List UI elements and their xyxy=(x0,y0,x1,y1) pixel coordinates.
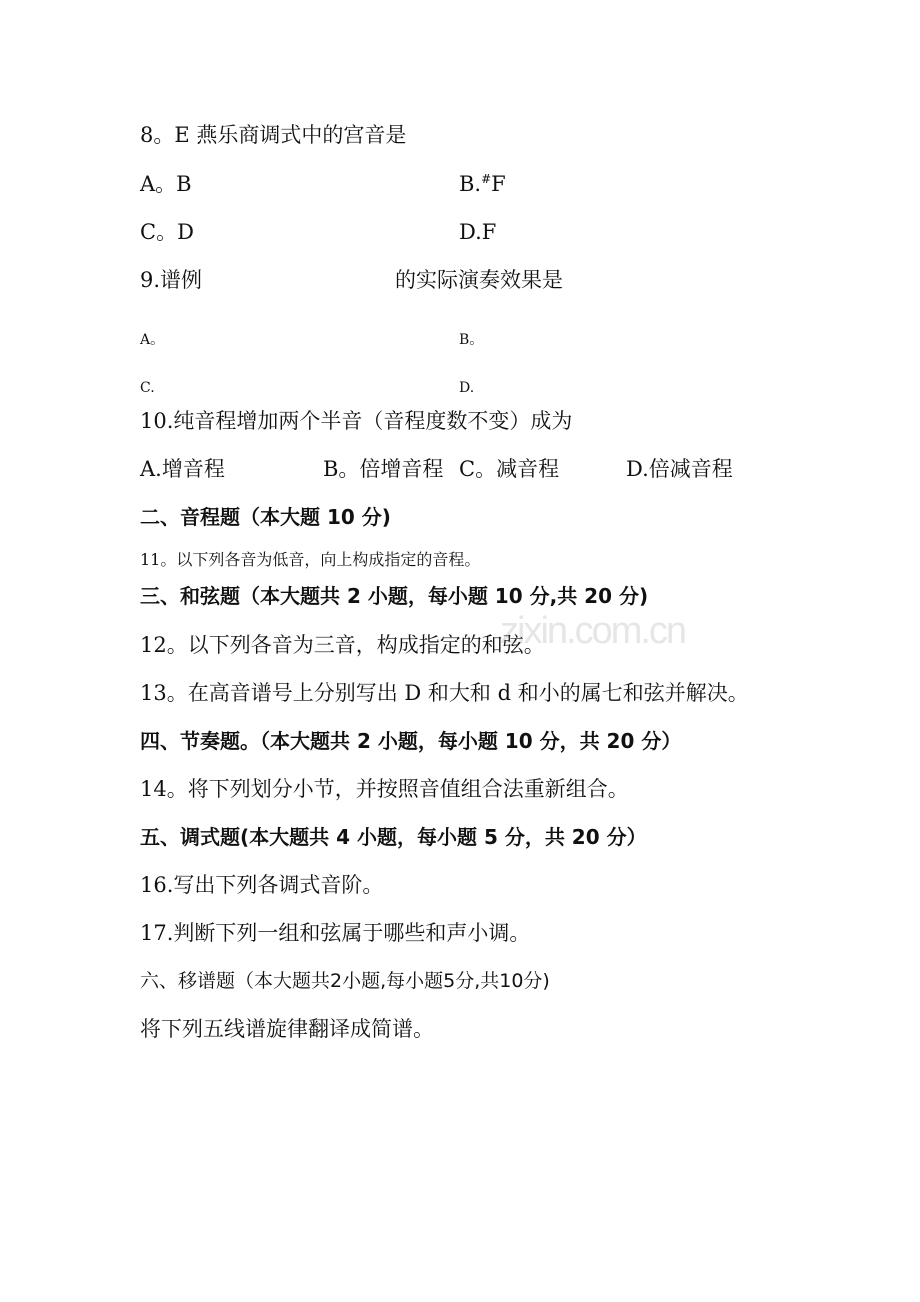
q8-option-d: D.F xyxy=(459,220,497,244)
q8-option-b-note: F xyxy=(491,172,506,196)
q14-text: 14。将下列划分小节，并按照音值组合法重新组合。 xyxy=(140,777,629,801)
section6-heading: 六、移谱题（本大题共2小题,每小题5分,共10分) xyxy=(140,970,550,992)
q8-option-b-prefix: B. xyxy=(459,172,482,196)
section2-heading: 二、音程题（本大题 10 分) xyxy=(140,505,391,529)
q17-text: 17.判断下列一组和弦属于哪些和声小调。 xyxy=(140,921,531,945)
q11-text: 11。以下列各音为低音，向上构成指定的音程。 xyxy=(140,550,481,569)
q8-option-c: C。D xyxy=(140,220,194,244)
q16-text: 16.写出下列各调式音阶。 xyxy=(140,873,384,897)
q10-option-d: D.倍减音程 xyxy=(626,457,733,481)
q10-option-c: C。减音程 xyxy=(459,457,560,481)
q12-text: 12。以下列各音为三音，构成指定的和弦。 xyxy=(140,633,545,657)
q9-option-d: D. xyxy=(459,380,475,396)
q8-stem: 8。E 燕乐商调式中的宫音是 xyxy=(140,123,407,147)
q8-option-b xyxy=(459,174,506,195)
q9-option-c: C. xyxy=(140,380,155,396)
q9-option-b: B。 xyxy=(459,332,484,348)
q9-stem-right: 的实际演奏效果是 xyxy=(395,268,563,292)
q13-text: 13。在高音谱号上分别写出 D 和大和 d 和小的属七和弦并解决。 xyxy=(140,681,749,705)
q9-stem-left: 9.谱例 xyxy=(140,268,203,292)
section5-heading: 五、调式题(本大题共 4 小题，每小题 5 分，共 20 分） xyxy=(140,825,647,849)
q9-option-a: A。 xyxy=(140,332,165,348)
section4-heading: 四、节奏题。（本大题共 2 小题，每小题 10 分，共 20 分） xyxy=(140,729,682,753)
q10-stem: 10.纯音程增加两个半音（音程度数不变）成为 xyxy=(140,409,573,433)
sharp-sign: # xyxy=(481,172,492,186)
q10-option-a: A.增音程 xyxy=(140,457,225,481)
watermark-text: zixin.com.cn xyxy=(500,610,686,652)
q8-option-a: A。B xyxy=(140,172,192,196)
section6-instruction: 将下列五线谱旋律翻译成简谱。 xyxy=(140,1017,434,1041)
q10-option-b: B。倍增音程 xyxy=(323,457,444,481)
section3-heading: 三、和弦题（本大题共 2 小题，每小题 10 分,共 20 分) xyxy=(140,584,649,608)
